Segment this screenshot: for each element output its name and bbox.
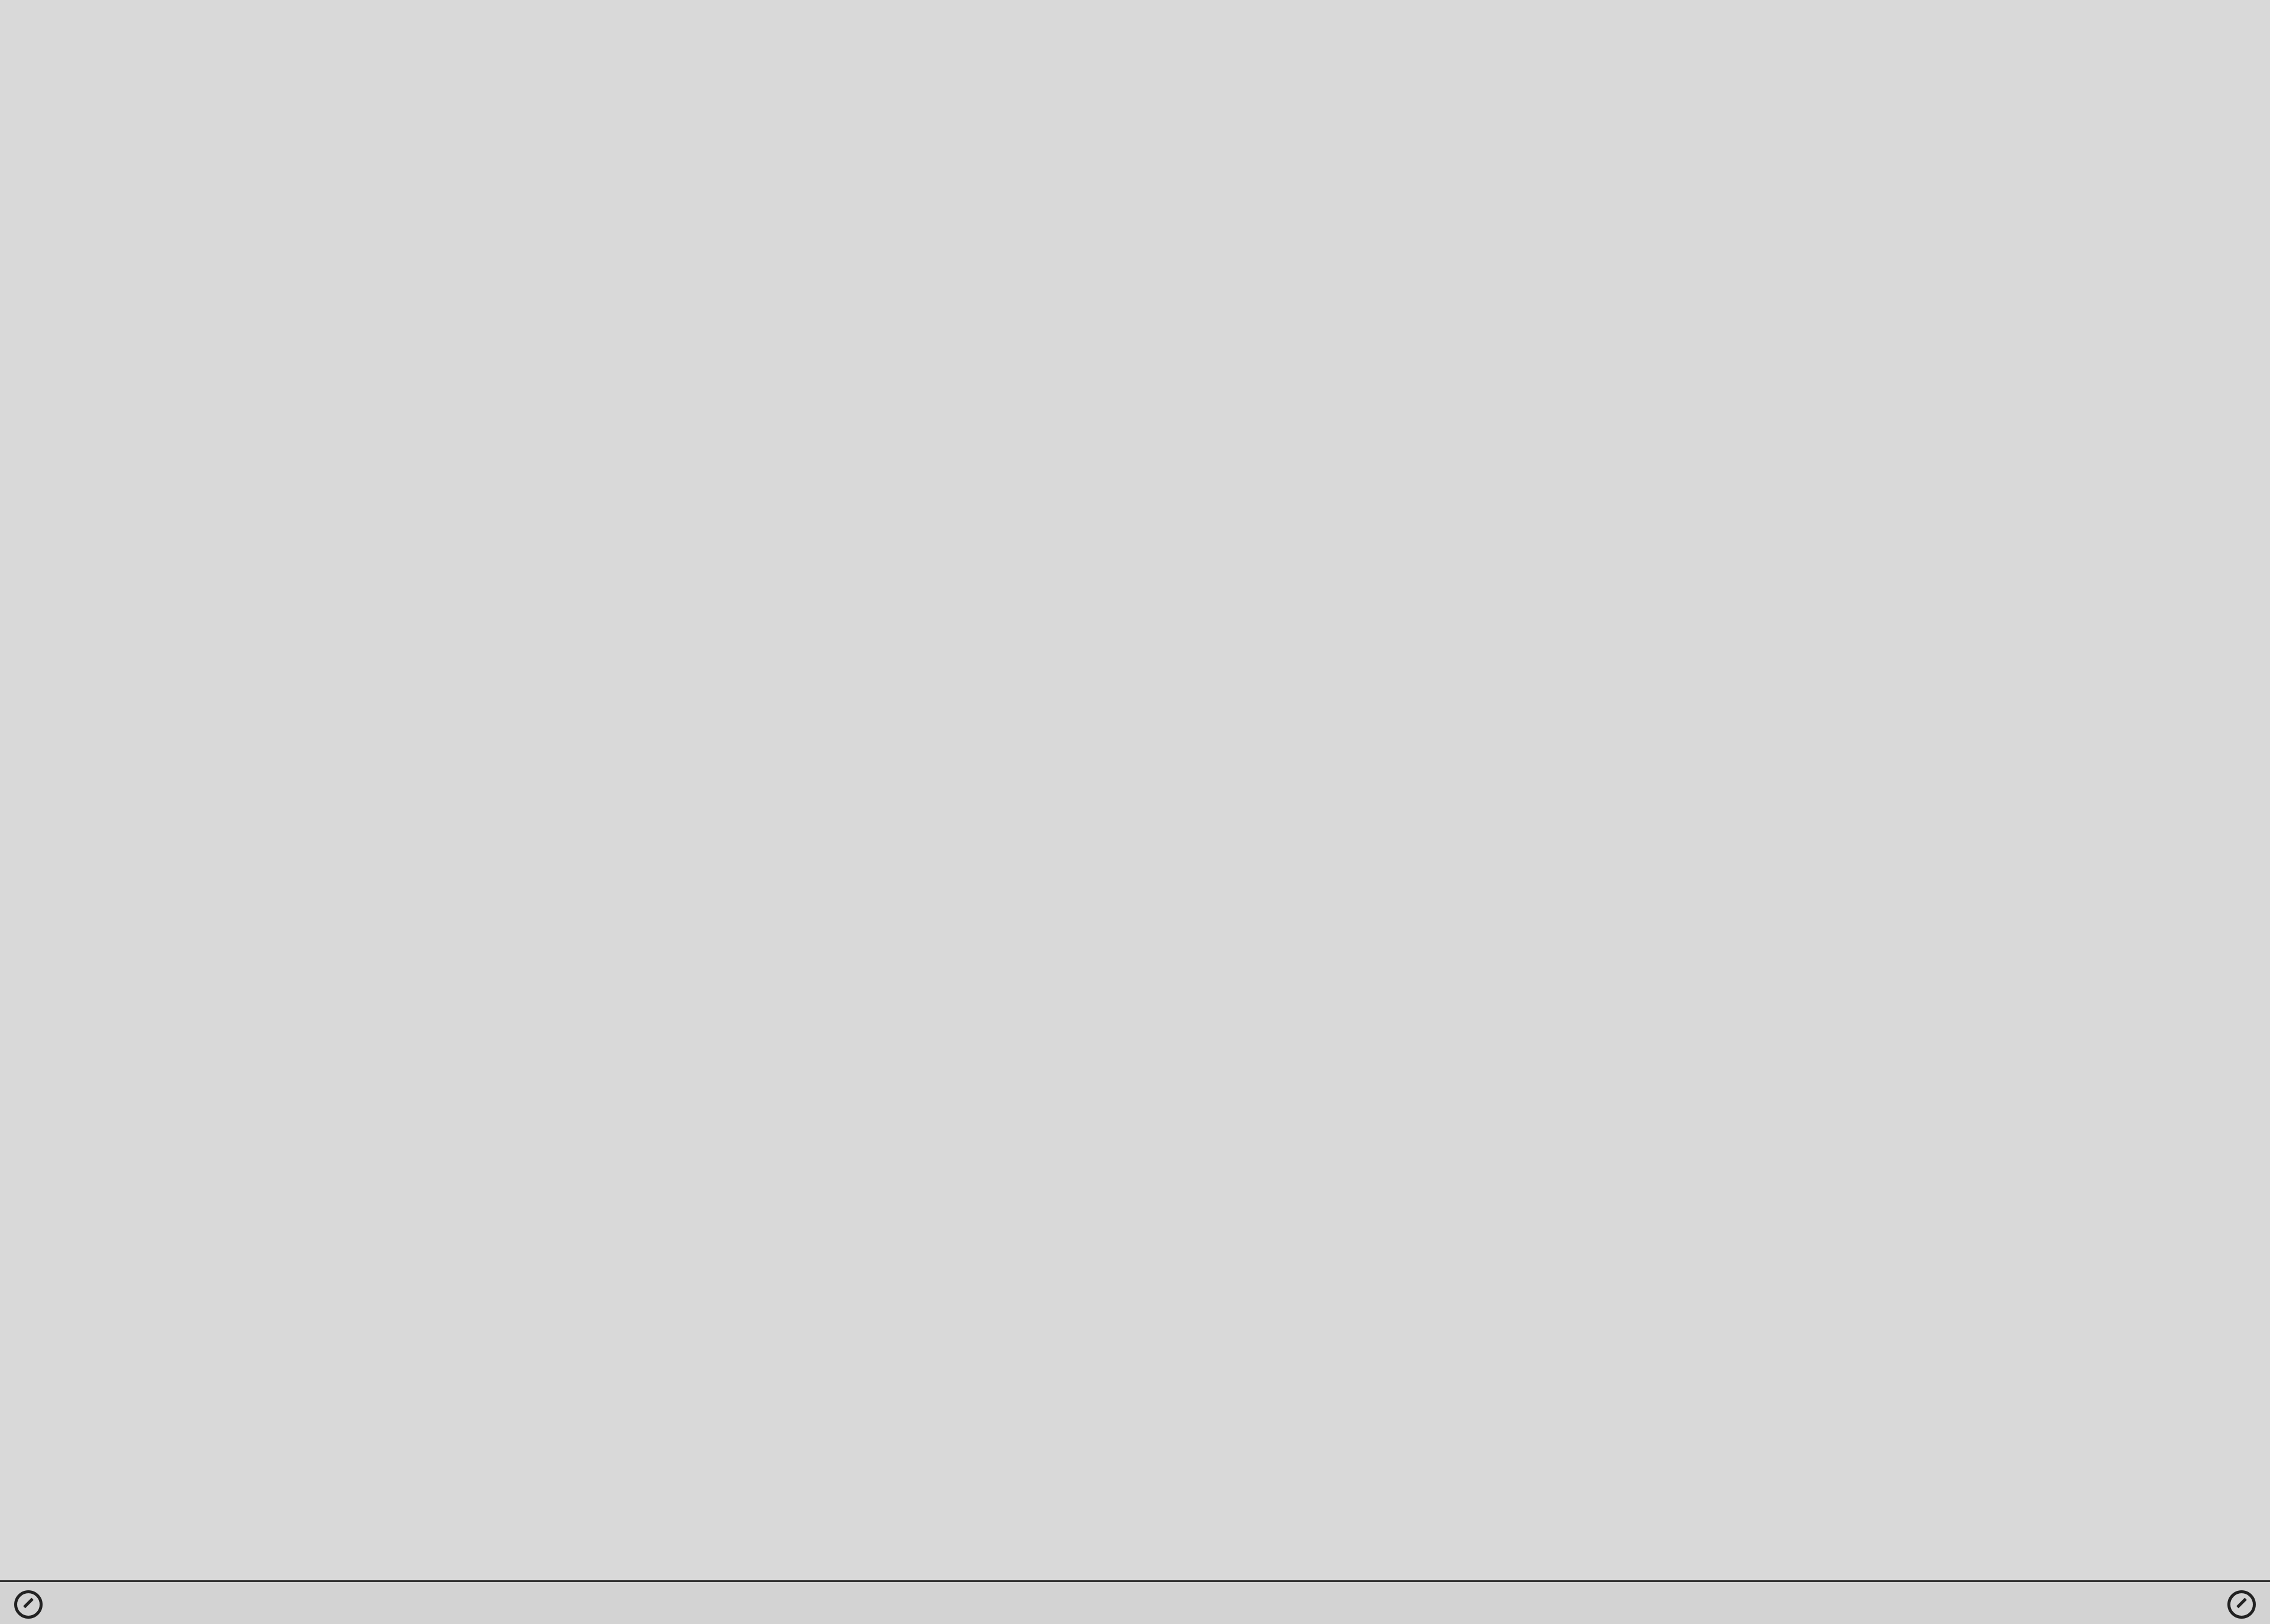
footer (0, 1580, 2270, 1624)
brand-logo-icon (2227, 1590, 2256, 1619)
brand-logo-icon (14, 1590, 43, 1619)
